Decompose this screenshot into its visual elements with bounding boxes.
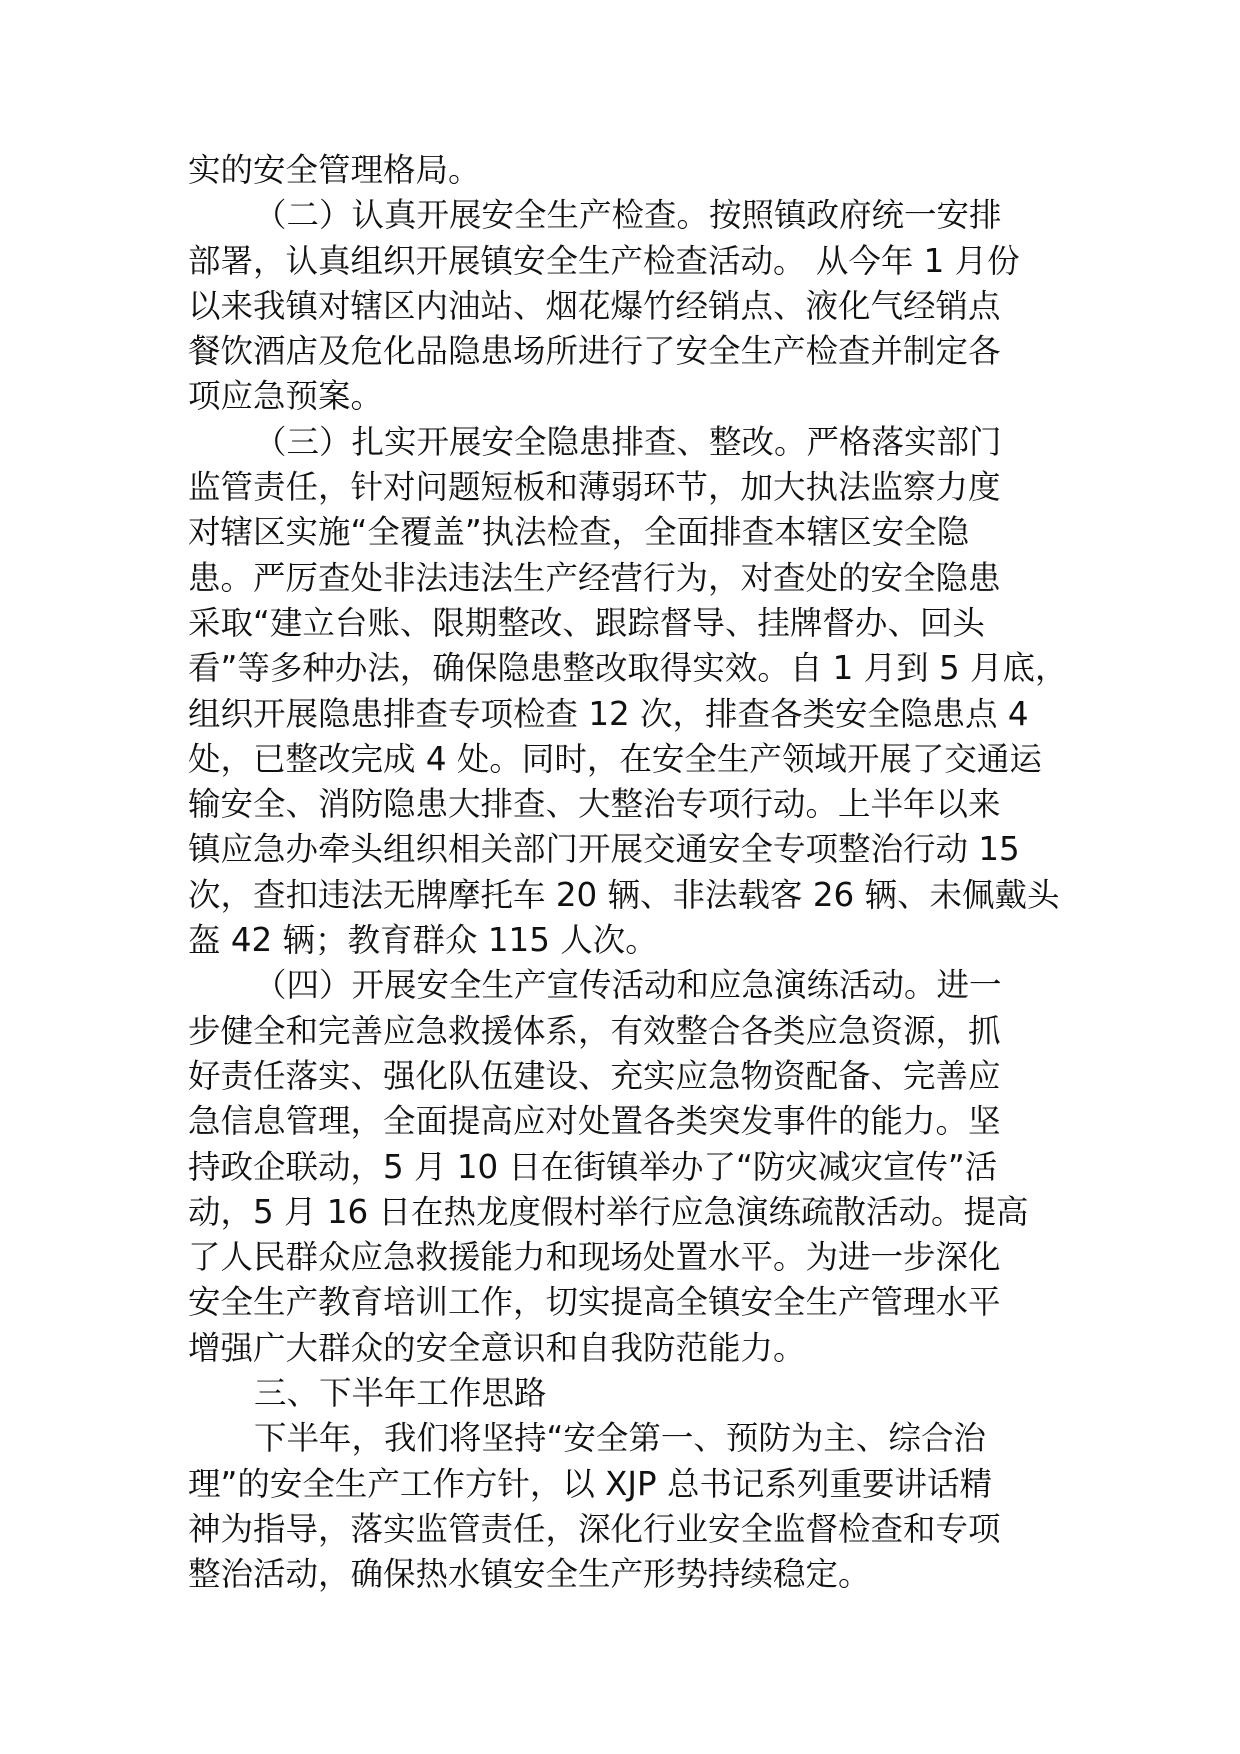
text-line: 处，已整改完成 4 处。同时，在安全生产领域开展了交通运 <box>188 739 1042 778</box>
text-line: 神为指导，落实监管责任，深化行业安全监督检查和专项 <box>188 1509 1001 1548</box>
text-line: 次，查扣违法无牌摩托车 20 辆、非法载客 26 辆、未佩戴头 <box>188 875 1060 914</box>
text-line: 输安全、消防隐患大排查、大整治专项行动。上半年以来 <box>188 785 1001 824</box>
text-line: 看”等多种办法，确保隐患整改取得实效。自 1 月到 5 月底， <box>188 649 1068 688</box>
text-line: 动，5 月 16 日在热龙度假村举行应急演练疏散活动。提高 <box>188 1192 1029 1231</box>
text-line: 项应急预案。 <box>188 377 384 416</box>
text-line: 以来我镇对辖区内油站、烟花爆竹经销点、液化气经销点 <box>188 286 1001 325</box>
text-line: 步健全和完善应急救援体系，有效整合各类应急资源，抓 <box>188 1011 1001 1050</box>
text-line: （四）开展安全生产宣传活动和应急演练活动。进一 <box>254 966 1002 1005</box>
text-line: 餐饮酒店及危化品隐患场所进行了安全生产检查并制定各 <box>188 332 1001 371</box>
text-line: 理”的安全生产工作方针，以 XJP 总书记系列重要讲话精 <box>188 1464 992 1503</box>
text-line: 实的安全管理格局。 <box>188 151 481 189</box>
text-line: 患。严厉查处非法违法生产经营行为，对查处的安全隐患 <box>188 558 1001 597</box>
text-line: 安全生产教育培训工作，切实提高全镇安全生产管理水平 <box>188 1283 1001 1322</box>
text-line: 监管责任，针对问题短板和薄弱环节，加大执法监察力度 <box>188 468 1001 507</box>
text-line: 组织开展隐患排查专项检查 12 次，排查各类安全隐患点 4 <box>188 694 1029 733</box>
text-line: 急信息管理，全面提高应对处置各类突发事件的能力。坚 <box>188 1102 1001 1141</box>
text-line: 持政企联动，5 月 10 日在街镇举办了“防灾减灾宣传”活 <box>188 1147 998 1186</box>
text-line: 部署，认真组织开展镇安全生产检查活动。 从今年 1 月份 <box>188 241 1020 280</box>
text-line: 好责任落实、强化队伍建设、充实应急物资配备、完善应 <box>188 1056 1001 1095</box>
text-line: 采取“建立台账、限期整改、跟踪督导、挂牌督办、回头 <box>188 603 985 642</box>
text-line: 了人民群众应急救援能力和现场处置水平。为进一步深化 <box>188 1238 1001 1277</box>
text-line: 盔 42 辆；教育群众 115 人次。 <box>188 921 658 960</box>
document-body <box>188 148 1068 1598</box>
text-line: （三）扎实开展安全隐患排查、整改。严格落实部门 <box>254 422 1002 461</box>
text-line: （二）认真开展安全生产检查。按照镇政府统一安排 <box>254 196 1002 235</box>
text-line: 对辖区实施“全覆盖”执法检查，全面排查本辖区安全隐 <box>188 513 970 552</box>
text-line: 增强广大群众的安全意识和自我防范能力。 <box>188 1328 806 1367</box>
text-line: 下半年，我们将坚持“安全第一、预防为主、综合治 <box>254 1419 986 1458</box>
text-line: 整治活动，确保热水镇安全生产形势持续稳定。 <box>188 1555 871 1594</box>
text-line: 镇应急办牵头组织相关部门开展交通安全专项整治行动 15 <box>188 830 1020 869</box>
text-line: 三、下半年工作思路 <box>254 1374 547 1413</box>
